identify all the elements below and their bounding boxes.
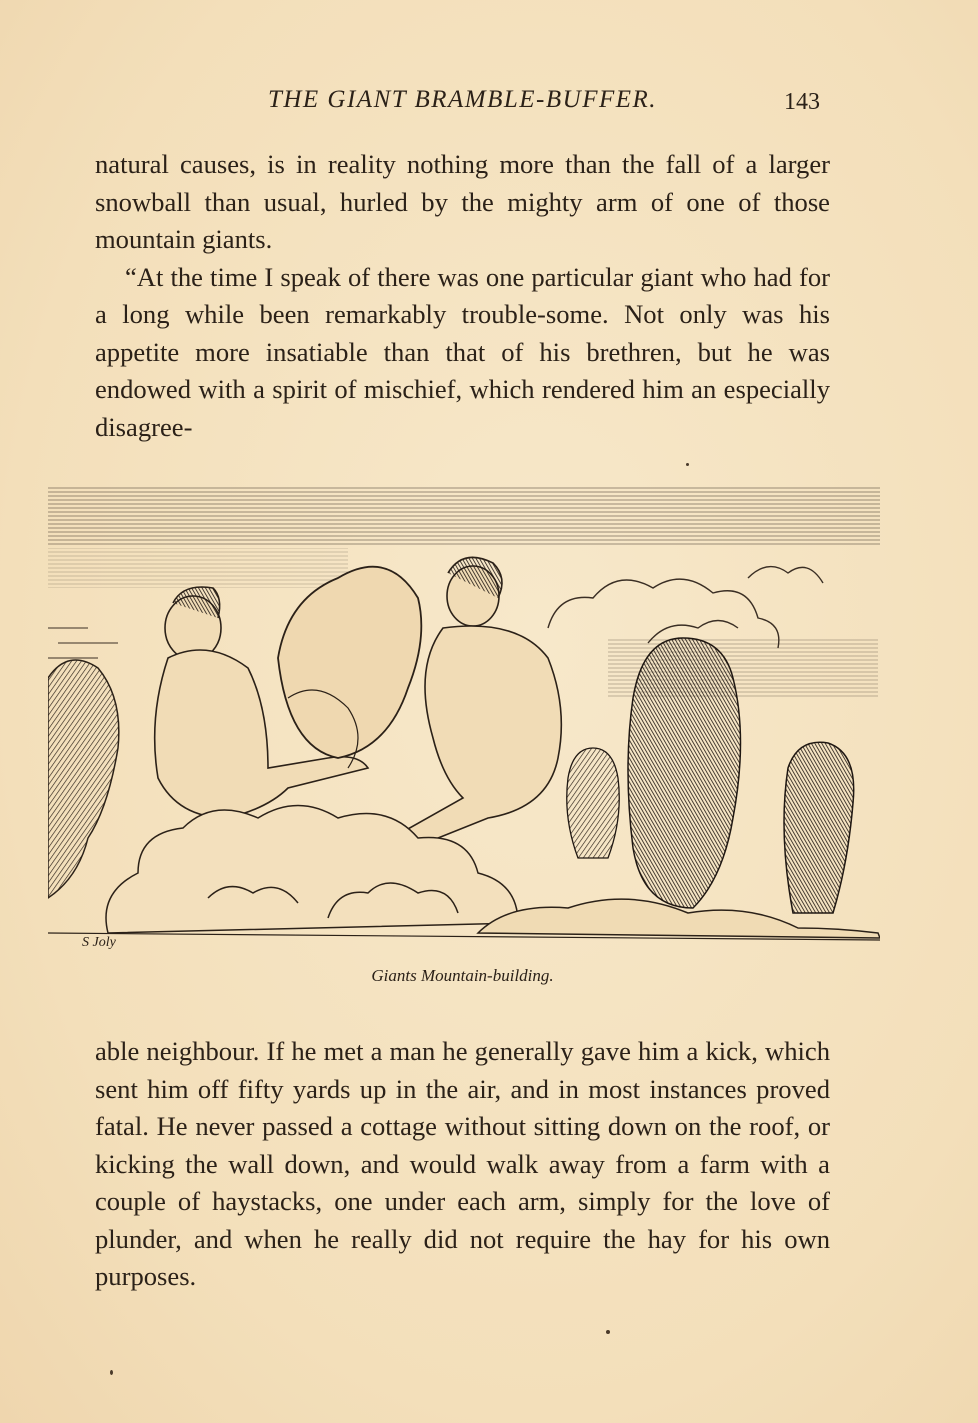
- ink-speck: [686, 463, 689, 466]
- ink-speck: [606, 1330, 610, 1334]
- paragraph-giant: “At the time I speak of there was one particular giant who had for a long while been remarkably trouble-some. Not only was his appetite more insatiable than that of his brethren, but he was endowed with a spirit of mischief, which rendered him an especially disagree-: [95, 261, 830, 442]
- body-text-bottom: [95, 1033, 830, 1296]
- boulder: [278, 567, 421, 758]
- body-text-top: [95, 146, 830, 446]
- giants-engraving: [48, 478, 880, 953]
- paragraph-neighbour: able neighbour. If he met a man he generally gave him a kick, which sent him off fifty yards up in the air, and in most instances proved fatal. He never passed a cottage without sitting down on the roof, or kicking the wall down, and would walk away from a farm with a couple of haystacks, one under each arm, simply for the love of plunder, and when he really did not require the hay for his own purposes.: [95, 1036, 830, 1291]
- background-clouds: [548, 567, 823, 648]
- illustration-caption: Giants Mountain-building.: [371, 966, 554, 985]
- foreground-clouds: [106, 806, 880, 939]
- left-rock: [48, 660, 119, 898]
- running-title: THE GIANT BRAMBLE-BUFFER.: [267, 86, 658, 113]
- ink-speck: [110, 1370, 113, 1375]
- paragraph-continued: natural causes, is in reality nothing more than the fall of a larger snowball than usual, hurled by the mighty arm of one of those mountain giants.: [95, 149, 830, 254]
- engraver-signature: S Joly: [82, 935, 116, 950]
- running-head: [95, 84, 830, 118]
- page-number: 143: [784, 89, 820, 115]
